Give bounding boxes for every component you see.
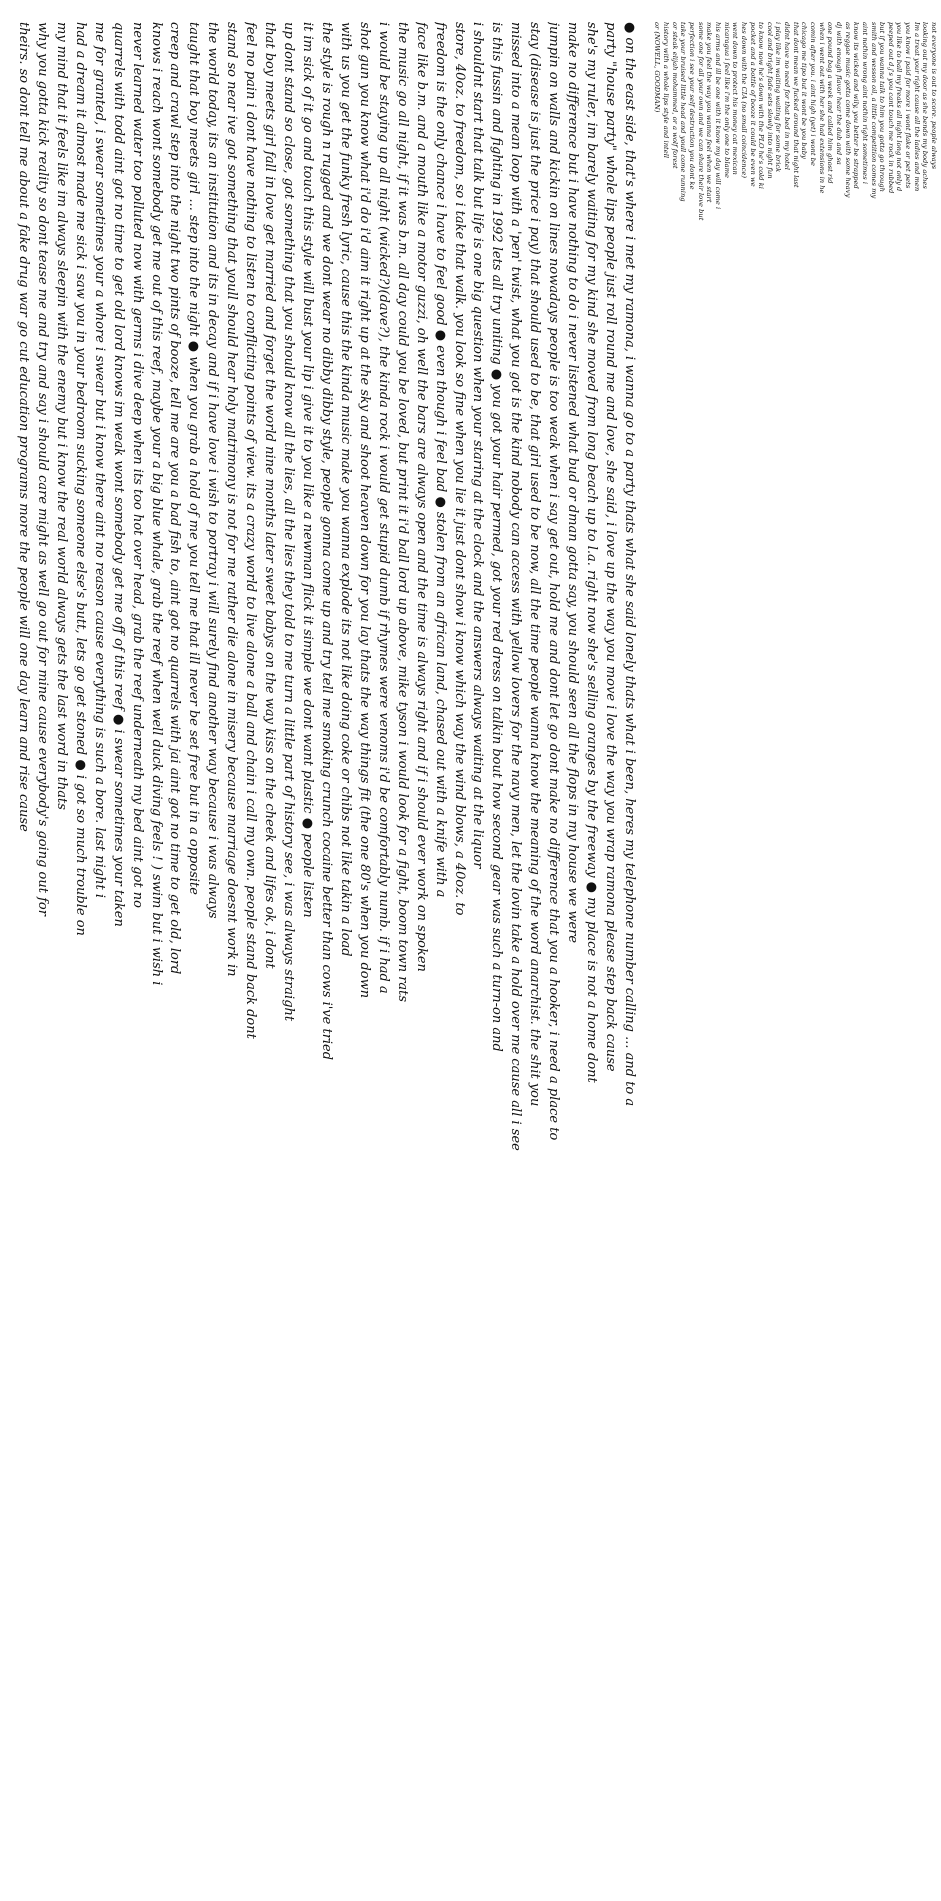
lyric-line: perfection i see your self destruction you dont ke	[688, 22, 697, 190]
lyric-line: jumpin on walls and kickin on lines nowadays people is too weak when i say get out, hold me and dont let go dont make no difference that you a hooker, i need a place to	[546, 22, 562, 1141]
lyric-line: taught that boy meets girl ... step into the night ● when you grab a hold of me you tell me that ill never be set free but in a opposite	[186, 22, 202, 895]
lyric-line: nicaragua i feel like i'm the only one to blame	[722, 22, 731, 178]
lyric-line: had a dream it almost made me sick i saw you in your bedroom sucking someone else's butt, lets go get stoned ● i got so much trouble on	[72, 22, 88, 936]
lyric-line: his arms and ill be one with it know my day will come i	[713, 22, 722, 210]
lyric-line: hes down with the CIA (no small coincidence)	[739, 22, 748, 178]
lyric-line: to know now he's down with the PLO he's cold ki	[757, 22, 766, 189]
lyric-line: comin after you. i aint high (yet) i wont be	[809, 22, 818, 166]
lyric-line: i would be staying up all night (wicked?)(dave?), the kinda rock i would get stupid dumb if rhymes were venoms i'd be comfortably numb. if i had a	[375, 22, 391, 994]
lyric-line: is this fussin and fighting in 1992 lets all try uniting ● you got your hair permed, got your red dress on talkin bout how second gear was such a turn-on and	[489, 22, 505, 1052]
lyric-line: not everyone is out to score. people always	[930, 22, 938, 170]
lyric-line: chicago me tipo but it wont be you baby	[800, 22, 809, 159]
lyric-line: smith and wesson oil, a little competition comes my	[869, 22, 878, 199]
lyric-line: face like b.m. and a mouth like a motor guzzi, oh well the bars are always open and the time is always right and if i should ever work on spoken	[413, 22, 429, 972]
lyric-line: up dont stand so close, got something that you should know all the lies, all the lies they told to me turn a little part of history see, i was always straight	[281, 22, 297, 1022]
lyric-line: knows i reach wont somebody get me out of this reef, maybe your a big blue whale, grab the reef when well duck diving feels ! ) swim but i wish i	[148, 22, 164, 986]
lyric-line: the world today, its an institution and its in decay and if i have love i wish to portray i will surely find another way because i was always	[205, 22, 221, 919]
lyric-line: me for granted, i swear sometimes your a whore i swear but i know there aint no reason cause everything is such a bore. last night i	[91, 22, 107, 899]
lyric-line: make no difference but i have nothing to do i never listened what bud or dman gotta say, you should seen all the flops in my house we were	[565, 22, 581, 944]
lyric-line: store, 40oz. to freedom, so i take that walk. you look so fine when you lie it just dont show i know which way the wind blows, a 40oz. to	[451, 22, 467, 916]
lyric-line: stand so near ive got something that youll should hear holy matrimony is not for me rather die alone in misery because marriage doesnt work in	[224, 22, 240, 977]
lyric-line: theirs. so dont tell me about a fake drug war go cut education programs more the people will one day learn and rise cause	[16, 22, 31, 832]
lyric-line: ● on the east side, that's where i met my ramona, i wanna go to a party thats what she said lonely thats what i been, heres my telephone number calling ... and to a	[619, 22, 638, 1882]
lyric-line: pocket and a bottle of booze it could be even we	[748, 22, 757, 187]
lyric-line: you like to ball my freaks all night long not only d	[895, 22, 904, 192]
lyric-line: history with a whole lips style and intell	[662, 22, 671, 159]
right-lyrics-column	[653, 22, 938, 1882]
lyric-line: shot gun you know what i'd do i'd aim it right up at the sky and shoot heaven down for you lay thats the way things fit (the one 80's when you down	[356, 22, 372, 999]
lyric-line: party "house party" whole lips people just roll round me and love, she said, i love up the way you move i love the way you wrap ramona please step back cause	[603, 22, 619, 1072]
lyric-line: that dont mean we fucked around that night last	[791, 22, 800, 188]
lyric-line: looking out my door as she bends my body aches	[921, 22, 930, 189]
lyric-line: as reggae music gotta come down with some heavy	[843, 22, 852, 198]
lyric-line: know its wicked and wily, you better be strapped	[852, 22, 861, 189]
lyric-line: freedom is the only chance i have to feel good ● even though i feel bad ● stolen from an african land, chased out with a knife with a	[432, 22, 448, 898]
lyric-line: creep and crawl step into the night two pints of booze, tell me are you a bad fish to, aint got no quarrels with jai aint got no time to get old, lord	[167, 22, 183, 975]
lyric-line: or steak elijah mohammed, or a wolf forest	[670, 22, 679, 169]
lyric-line: with us you get the funky fresh lyric, cause this the kinda music make you wanna explode its not like doing coke or chibs not like takin a load	[337, 22, 353, 957]
lyric-line: went down to protect his money cat mexican	[731, 22, 740, 175]
lyric-line: feel no pain i dont have nothing to listen to conflicting points of view. its a crazy world to live alone a ball and chain i call my own. people stand back dont	[243, 22, 259, 1039]
lyric-line: you know i paid for more i wont flake or pet pets	[904, 22, 913, 189]
lyric-line: some one for all your own and we can share their love but	[696, 22, 705, 221]
lyric-line: it im sick of it go and touch this style will bust your lip i give it to you like a newman flick it simple we dont want plastic ● people listen	[300, 22, 316, 918]
lyric-line: cool and bright fade sets slowly into night fun	[765, 22, 774, 179]
lyric-line: the music go all night, if it was b.m. all day could you be loved, but print it i'd ball lord up above, mike tyson i would look for a fight, boom town rats	[394, 22, 410, 1003]
lyric-line: Im a treat your right cause all the ladies and men	[912, 22, 921, 192]
lyric-line: quarrels with todd aint got no time to get old lord knows im weak wont somebody get me off of this reef ● i swear sometimes your taken	[110, 22, 126, 927]
lyric-line: missed into a mean loop with a 'pen' twist, what you got is the kind nobody can access with yellow lovers for the navy men, let the lovin take a hold over me cause all i see	[508, 22, 524, 1151]
lyric-line: why you gotta kick reality so dont tease me and try and say i should care might as well go out for mine cause everybody's going out for	[34, 22, 50, 916]
column-gutter	[640, 0, 650, 1901]
lyric-line: peeped out d.j's you cant touch me rock in rubbed	[886, 22, 895, 194]
lyric-line: dj with enough flavor hear the dub and sa	[834, 22, 843, 165]
lyric-line: stay (disease is just the price i pay) that should used to be, that girl used to be now, all the time people wanna know the meaning of the word anarchist. the shit you	[527, 22, 543, 1107]
lyric-line: the style is rough n rugged and we dont wear no dibby dibby style, people gonna come up and try tell me smoking crunch cocaine better than cows i've tried	[319, 22, 334, 1061]
main-lyrics-column	[13, 22, 638, 1882]
lyric-line: my mind that it feels like im always sleepin with the enemy but i know the real world always gets the last word in thats	[53, 22, 69, 810]
lyric-line: but if you wanna talk to him you gotta go through	[878, 22, 887, 192]
lyric-line: that boy meets girl fall in love get married and forget the world nine months later sweet babys on the way kiss on the cheek and lifes ok, i dont	[262, 22, 278, 969]
lyric-line: take your bruised little head and youll come running	[679, 22, 688, 202]
lyric-line: or (NOWELL, GOODMAN)	[653, 22, 662, 113]
lyric-line: make you feel the way you wanna feel when we start	[705, 22, 714, 203]
lyric-line: never learned water too polluted now with germs i dive deep when its too hot over head, grab the reef underneath my bed aint got no	[129, 22, 145, 908]
lyric-line: i shouldnt start that talk but life is one big question when your staring at the clock and the answers always waiting at the liquor	[470, 22, 486, 869]
lyric-line: one pound bag a week and called him ghost rid	[826, 22, 835, 184]
lyric-line: i play like im waiting waiting for some brick	[774, 22, 783, 173]
lyric-line: didnt have no need for that bed in my hotel	[783, 22, 792, 170]
lyric-line: when i went out with her she had extensions in he	[817, 22, 826, 194]
lyric-line: aint nothin wrong aint nothin right sometimes i	[860, 22, 869, 185]
lyric-line: she's my ruler, im barely waiting for my kind she moved from long beach up to l.a. right now she's selling oranges by the freeway ● my place is not a home dont	[584, 22, 600, 1083]
